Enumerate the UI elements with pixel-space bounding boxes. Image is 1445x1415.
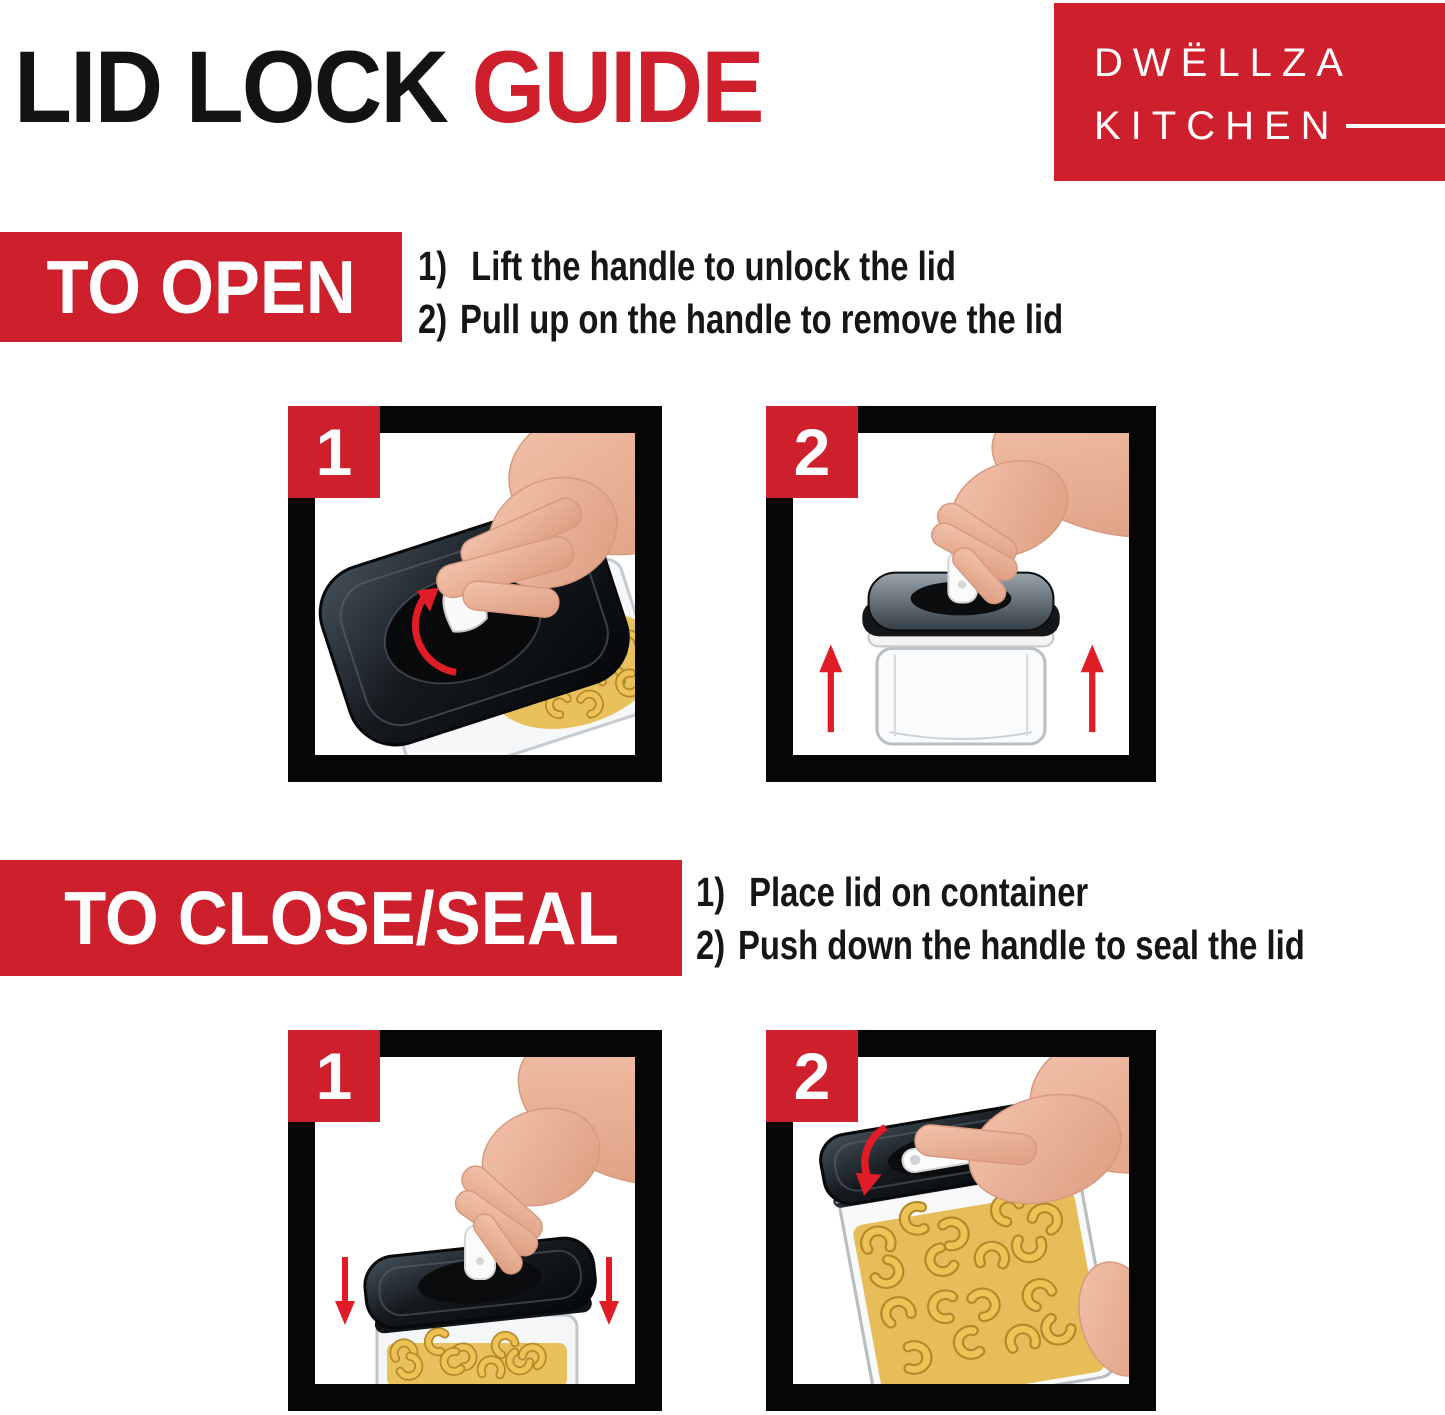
logo-dash (1346, 124, 1445, 128)
step-number: 1) (696, 869, 726, 915)
page-title-black: LID LOCK (14, 30, 448, 144)
step-number-badge: 2 (766, 1030, 858, 1122)
photo-panel-open-1 (288, 406, 662, 782)
step-text: Place lid on container (749, 869, 1089, 915)
close-step-1 (696, 866, 1305, 919)
step-text: Lift the handle to unlock the lid (471, 243, 956, 289)
down-arrow-icon (335, 1257, 355, 1325)
brand-logo (1054, 3, 1445, 181)
open-step-1 (418, 240, 1063, 293)
section-close-label: TO CLOSE/SEAL (63, 876, 619, 960)
step-number-badge: 1 (288, 1030, 380, 1122)
step-number-badge: 1 (288, 406, 380, 498)
down-arrow-icon (599, 1257, 619, 1325)
close-steps-list (696, 866, 1305, 972)
step-text: Pull up on the handle to remove the lid (459, 296, 1064, 342)
section-open-label: TO OPEN (46, 245, 356, 329)
open-steps-list (418, 240, 1063, 346)
step-number-badge: 2 (766, 406, 858, 498)
brand-line-1: DWËLLZA (1094, 41, 1353, 85)
photo-panel-close-1 (288, 1030, 662, 1411)
page-title (14, 30, 763, 144)
page-title-red: GUIDE (471, 30, 763, 144)
up-arrow-icon (1081, 644, 1104, 732)
brand-line-2: KITCHEN (1094, 104, 1340, 148)
step-number: 2) (418, 296, 448, 342)
section-close-header (0, 860, 682, 976)
section-open-header (0, 232, 402, 342)
step-text: Push down the handle to seal the lid (737, 922, 1305, 968)
step-number: 1) (418, 243, 448, 289)
container (877, 648, 1045, 744)
photo-panel-open-2 (766, 406, 1156, 782)
open-step-2 (418, 293, 1063, 346)
photo-panel-close-2 (766, 1030, 1156, 1411)
step-number: 2) (696, 922, 726, 968)
up-arrow-icon (819, 644, 842, 732)
close-step-2 (696, 919, 1305, 972)
